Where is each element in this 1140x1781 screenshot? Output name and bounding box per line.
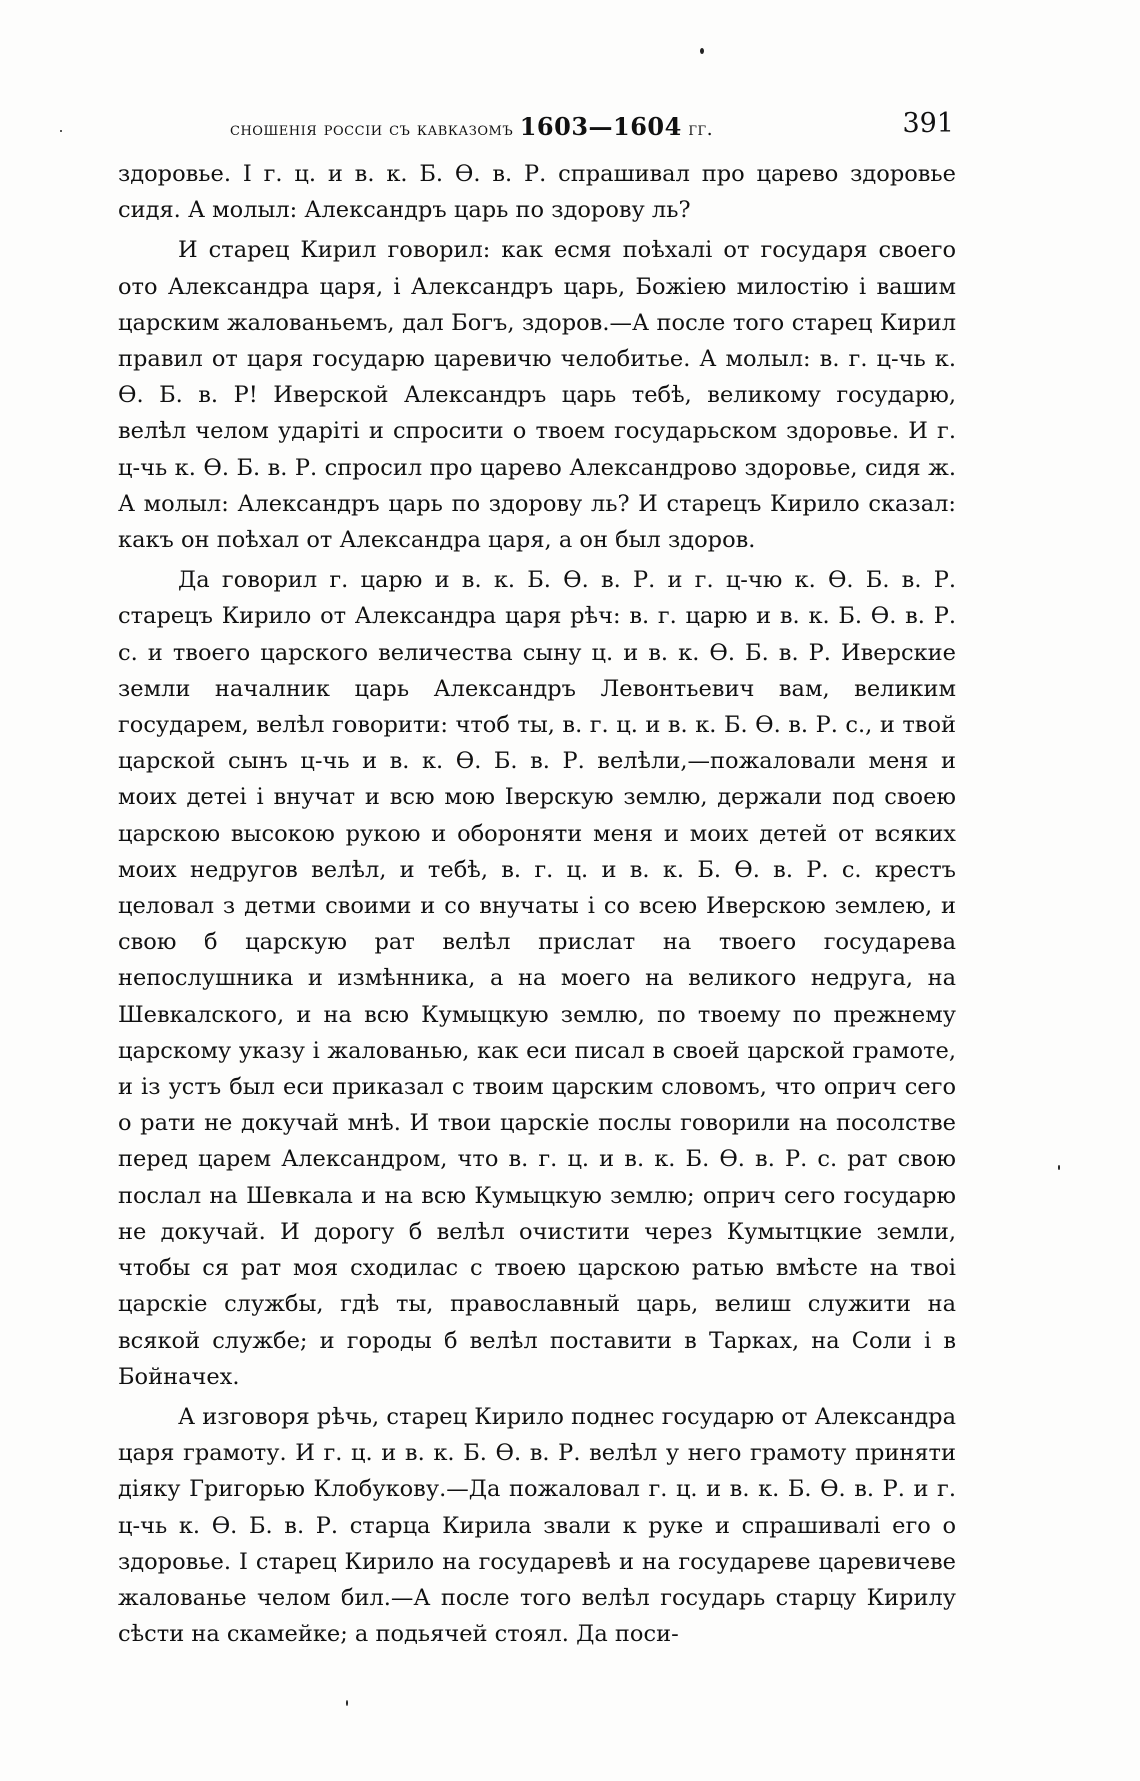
page-number: 391: [902, 108, 954, 139]
running-header: [118, 108, 956, 144]
ink-speck: [60, 130, 62, 132]
ink-speck: [346, 1700, 348, 1706]
paragraph-3: Да говорил г. царю и в. к. Б. Ѳ. в. Р. и г. ц-чю к. Ѳ. Б. в. Р. старецъ Кирило от Александра царя рѣч: в. г. царю и в. к. Б. Ѳ. в. Р. с. и твоего царского величества сыну ц. и в. к. Ѳ. Б. в. Р. Иверские земли началник царь Александръ Левонтьевич вам, великим государем, велѣл говорити: чтоб ты, в. г. ц. и в. к. Б. Ѳ. в. Р. с., и твой царской сынъ ц-чь и в. к. Ѳ. Б. в. Р. велѣли,—пожаловали меня и моих детеі і внучат и всю мою Іверскую землю, держали под своею царскою высокою рукою и обороняти меня и моих детей от всяких моих недругов велѣл, и тебѣ, в. г. ц. и в. к. Б. Ѳ. в. Р. с. крестъ целовал з детми своими и со внучаты і со всею Иверскою землею, и свою б царскую рат велѣл прислат на твоего государева непослушника и измѣнника, а на моего на великого недруга, на Шевкалского, и на всю Кумыцкую землю, по твоему по прежнему царскому указу і жалованью, как еси писал в своей царской грамоте, и із устъ был еси приказал с твоим царским словомъ, что оприч сего о рати не докучай мнѣ. И твои царскіе послы говорили на посолстве перед царем Александром, что в. г. ц. и в. к. Б. Ѳ. в. Р. с. рат свою послал на Шевкала и на всю Кумыцкую землю; оприч сего государю не докучай. И дорогу б велѣл очистити через Кумытцкие земли, чтобы ся рат моя сходилас с твоею царскою ратью вмѣсте на твоі царскіе службы, гдѣ ты, православный царь, велиш служити на всякой службе; и городы б велѣл поставити в Тарках, на Соли і в Бойначех.: [118, 567, 956, 1390]
paragraph-1: здоровье. I г. ц. и в. к. Б. Ѳ. в. Р. спрашивал про царево здоровье сидя. А молыл: Александръ царь по здорову ль?: [118, 161, 956, 224]
running-title-suffix: гг.: [688, 118, 714, 140]
ink-speck: [700, 48, 704, 54]
running-title: [230, 112, 713, 141]
paragraph-4: А изговоря рѣчь, старец Кирило поднес государю от Александра царя грамоту. И г. ц. и в. к. Б. Ѳ. в. Р. велѣл у него грамоту приняти діяку Григорью Клобукову.—Да пожаловал г. ц. и в. к. Б. Ѳ. в. Р. и г. ц-чь к. Ѳ. Б. в. Р. старца Кирила звали к руке и спрашивалі его о здоровье. I старец Кирило на государевѣ и на государеве царевичеве жалованье челом бил.—А после того велѣл государь старцу Кирилу сѣсти на скамейке; а подьячей стоял. Да поси-: [118, 1403, 956, 1648]
running-title-prefix: сношенія россіи съ кавказомъ: [230, 118, 514, 140]
paragraph-2: И старец Кирил говорил: как есмя поѣхалі от государя своего ото Александра царя, і Александръ царь, Божіею милостію і вашим царским жалованьемъ, дал Богъ, здоров.—А после того старец Кирил правил от царя государю царевичю челобитье. А молыл: в. г. ц-чь к. Ѳ. Б. в. Р! Иверской Александръ царь тебѣ, великому государю, велѣл челом ударіті и спросити о твоем государьском здоровье. И г. ц-чь к. Ѳ. Б. в. Р. спросил про царево Александрово здоровье, сидя ж. А молыл: Александръ царь по здорову ль? И старецъ Кирило сказал: какъ он поѣхал от Александра царя, а он был здоров.: [118, 237, 956, 554]
running-title-years: 1603—1604: [519, 112, 682, 141]
main-text: [118, 156, 956, 1656]
ink-speck: [1058, 1165, 1060, 1170]
